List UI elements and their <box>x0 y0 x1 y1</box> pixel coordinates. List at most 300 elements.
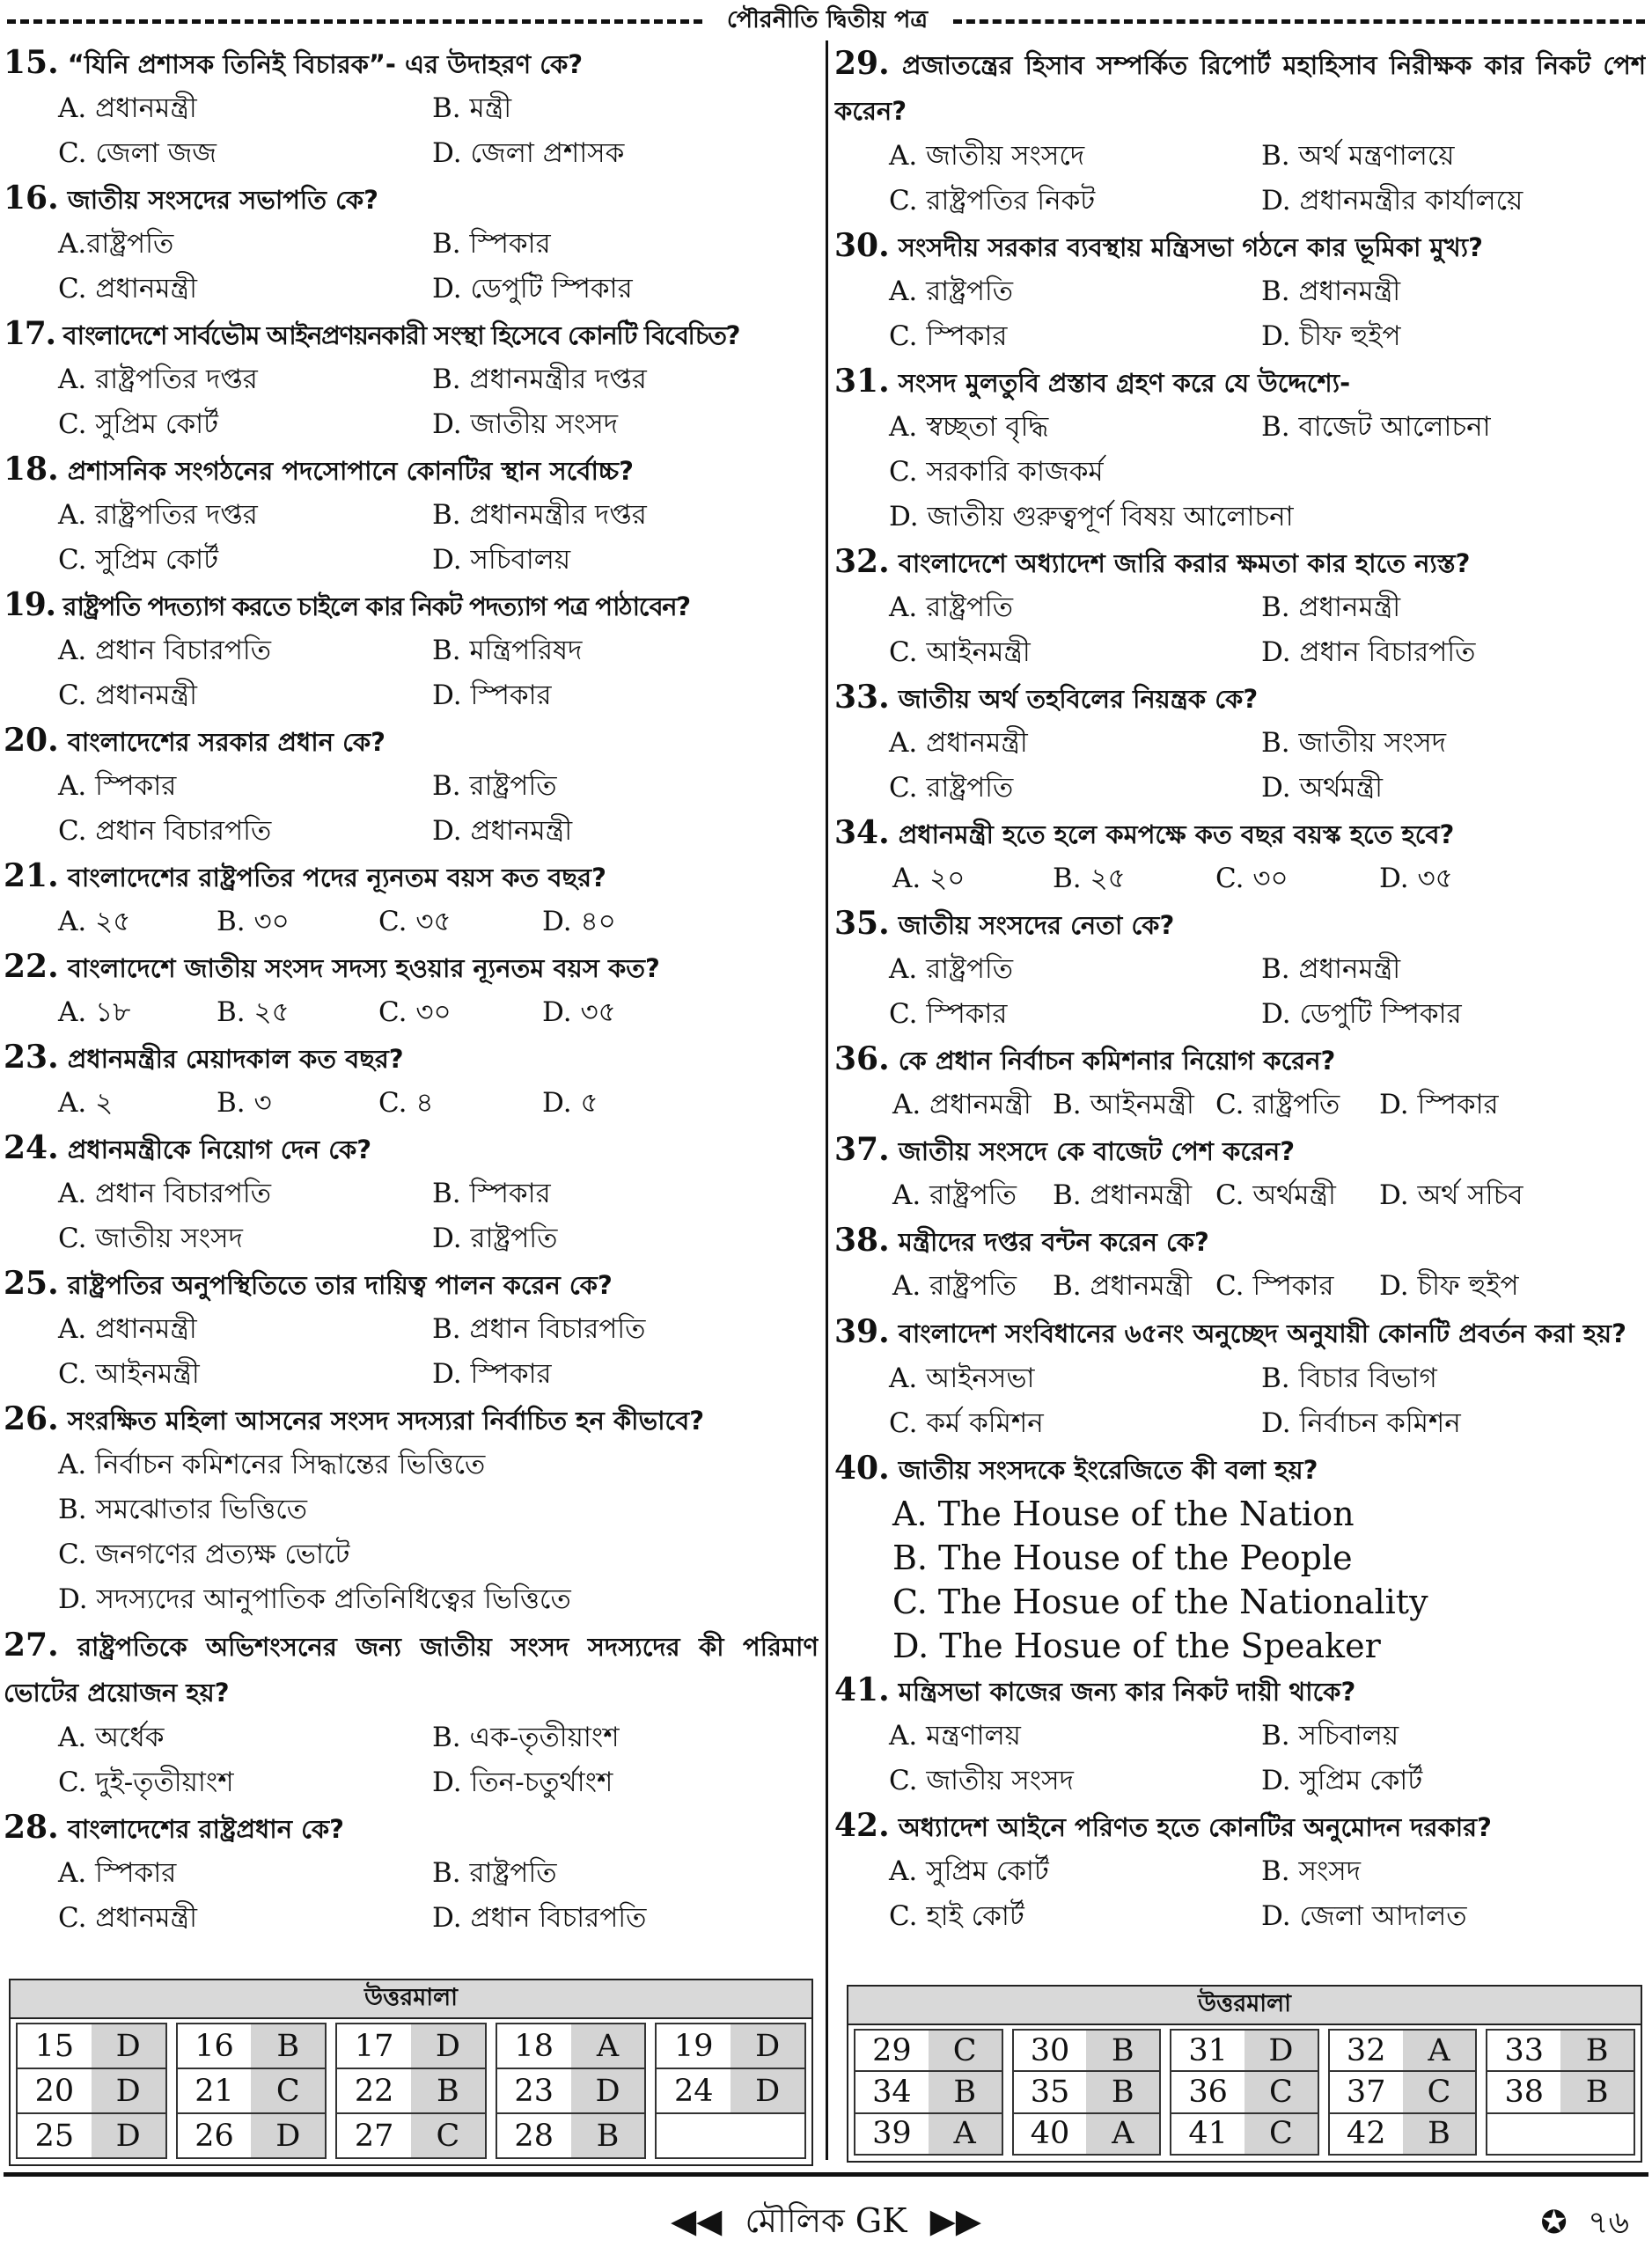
answer-key-title: উত্তরমালা <box>848 1987 1641 2025</box>
answer-option: C <box>929 2031 1002 2070</box>
answer-option: C <box>1245 2072 1318 2112</box>
answer-option: B <box>1560 2031 1634 2070</box>
option-b: B. প্রধানমন্ত্রী <box>1261 591 1401 623</box>
question-text: সংসদীয় সরকার ব্যবস্থায় মন্ত্রিসভা গঠনে কার ভূমিকা মুখ্য? <box>898 232 1483 262</box>
question-text-line <box>834 359 1646 405</box>
answer-option: D <box>411 2024 485 2068</box>
option-d: D. সচিবালয় <box>432 544 571 576</box>
star-icon: ✪ <box>1540 2205 1568 2241</box>
answer-cell <box>1012 2112 1162 2156</box>
question-number: 41. <box>834 1671 890 1708</box>
option-a: A. জাতীয় সংসদে <box>889 140 1085 172</box>
answer-question-number: 23 <box>497 2069 571 2112</box>
option-d: D. ৩৫ <box>542 996 616 1028</box>
options-list <box>4 1172 819 1261</box>
answer-question-number: 39 <box>855 2114 929 2154</box>
answer-question-number: 26 <box>178 2114 252 2157</box>
question-text: অধ্যাদেশ আইনে পরিণত হতে কোনটির অনুমোদন দরকার? <box>898 1812 1492 1842</box>
answer-question-number: 36 <box>1171 2072 1245 2112</box>
answer-question-number: 42 <box>1330 2114 1403 2154</box>
option-d: D. স্পিকার <box>432 679 552 711</box>
question-number: 19. <box>4 586 55 623</box>
question-item <box>4 944 819 1035</box>
answer-key-left <box>9 1979 813 2166</box>
answer-key-grid <box>16 2024 806 2159</box>
question-number: 15. <box>4 44 59 81</box>
answer-question-number: 34 <box>855 2072 929 2112</box>
page-number-block <box>1541 2199 1629 2251</box>
answer-option: C <box>1403 2072 1476 2112</box>
answer-option: A <box>571 2024 645 2068</box>
question-text-line <box>834 1037 1646 1083</box>
options-list <box>4 1715 819 1805</box>
option-a: A. রাষ্ট্রপতি <box>892 1270 1017 1302</box>
options-list <box>4 1307 819 1397</box>
question-text: জাতীয় সংসদকে ইংরেজিতে কী বলা হয়? <box>898 1455 1318 1485</box>
options-list <box>834 856 1646 901</box>
answer-key-right <box>847 1985 1642 2163</box>
question-text: সংসদ মুলতুবি প্রস্তাব গ্রহণ করে যে উদ্দেশ্যে- <box>898 368 1351 398</box>
option-d: D. প্রধান বিচারপতি <box>1261 636 1476 668</box>
option-b: B. প্রধান বিচারপতি <box>432 1313 646 1345</box>
header-title: পৌরনীতি দ্বিতীয় পত্র <box>726 6 929 33</box>
question-item <box>834 40 1646 224</box>
option-d: D. অর্থমন্ত্রী <box>1261 772 1383 804</box>
answer-question-number: 29 <box>855 2031 929 2070</box>
option-b: B. প্রধানমন্ত্রীর দপ্তর <box>432 499 647 531</box>
answer-cell <box>1170 2029 1319 2072</box>
option-c: C. রাষ্ট্রপতি <box>1215 1089 1340 1120</box>
option-b: B. প্রধানমন্ত্রী <box>1261 953 1401 985</box>
option-d: D. ৪০ <box>542 906 616 937</box>
question-text: সংরক্ষিত মহিলা আসনের সংসদ সদস্যরা নির্বাচিত হন কীভাবে? <box>67 1406 705 1436</box>
left-question-column <box>4 40 819 1941</box>
question-number: 26. <box>4 1400 59 1437</box>
question-text: জাতীয় সংসদের সভাপতি কে? <box>67 185 378 215</box>
option-b: B. মন্ত্রী <box>432 92 512 124</box>
answer-question-number: 41 <box>1171 2114 1245 2154</box>
options-list <box>834 585 1646 675</box>
answer-cell <box>1170 2112 1319 2156</box>
question-number: 39. <box>834 1313 890 1350</box>
option-b: B. মন্ত্রিপরিষদ <box>432 635 583 666</box>
question-text-line <box>4 1397 819 1443</box>
question-text: প্রধানমন্ত্রীর মেয়াদকাল কত বছর? <box>67 1044 404 1074</box>
question-item <box>834 1218 1646 1309</box>
options-list <box>834 721 1646 811</box>
answer-option: C <box>411 2114 485 2157</box>
question-text-line <box>4 854 819 900</box>
options-list <box>4 628 819 718</box>
question-number: 28. <box>4 1809 59 1846</box>
option-b: B. এক-তৃতীয়াংশ <box>432 1722 620 1753</box>
answer-cell <box>1486 2070 1635 2113</box>
option-b: B. সমঝোতার ভিত্তিতে <box>58 1494 307 1525</box>
option-a: A. রাষ্ট্রপতি <box>892 1179 1017 1211</box>
option-a: A.রাষ্ট্রপতি <box>58 228 174 260</box>
question-text: প্রধানমন্ত্রীকে নিয়োগ দেন কে? <box>67 1135 372 1164</box>
answer-option: B <box>1086 2072 1159 2112</box>
answer-option: C <box>251 2069 325 2112</box>
question-text-line <box>4 447 819 493</box>
option-b: B. প্রধানমন্ত্রীর দপ্তর <box>432 364 647 395</box>
options-list <box>834 1849 1646 1939</box>
option-d: D. চীফ হুইপ <box>1261 320 1401 352</box>
options-list <box>834 134 1646 224</box>
question-text-line <box>834 1128 1646 1173</box>
question-item <box>4 854 819 944</box>
answer-option: D <box>571 2069 645 2112</box>
answer-question-number: 21 <box>178 2069 252 2112</box>
question-number: 30. <box>834 227 890 264</box>
question-item <box>834 1128 1646 1218</box>
question-item <box>834 540 1646 675</box>
option-b: B. প্রধানমন্ত্রী <box>1053 1179 1193 1211</box>
option-a: A. ১৮ <box>58 996 131 1028</box>
option-a: A. মন্ত্রণালয় <box>889 1720 1021 1752</box>
option-a: A. আইনসভা <box>889 1363 1035 1394</box>
question-number: 20. <box>4 722 59 759</box>
question-text-line <box>834 224 1646 269</box>
option-c: C. জনগণের প্রত্যক্ষ ভোটে <box>58 1539 350 1570</box>
question-item <box>4 1126 819 1261</box>
question-item <box>834 359 1646 540</box>
question-number: 42. <box>834 1807 890 1844</box>
answer-cell <box>176 2023 327 2069</box>
option-a: A. ২৫ <box>58 906 131 937</box>
option-d: D. চীফ হুইপ <box>1379 1270 1519 1302</box>
answer-question-number: 32 <box>1330 2031 1403 2070</box>
option-b: B. বাজেট আলোচনা <box>1261 411 1491 443</box>
option-c: C. জাতীয় সংসদ <box>889 1765 1074 1796</box>
option-c: C. স্পিকার <box>889 998 1008 1030</box>
option-a: A. প্রধানমন্ত্রী <box>58 1313 197 1345</box>
answer-option: B <box>1403 2114 1476 2154</box>
option-c: C. হাই কোর্ট <box>889 1900 1024 1932</box>
answer-question-number: 22 <box>337 2069 411 2112</box>
answer-option: D <box>731 2024 804 2068</box>
question-text: বাংলাদেশে সার্বভৌম আইনপ্রণয়নকারী সংস্থা হিসেবে কোনটি বিবেচিত? <box>62 320 740 350</box>
option-c: C. প্রধানমন্ত্রী <box>58 273 197 305</box>
question-text-line <box>834 40 1646 134</box>
answer-cell <box>854 2070 1003 2113</box>
question-text-line <box>4 944 819 990</box>
answer-option: D <box>731 2069 804 2112</box>
answer-cell <box>655 2023 806 2069</box>
option-a: A. স্পিকার <box>58 1857 177 1889</box>
question-number: 36. <box>834 1040 890 1077</box>
question-number: 18. <box>4 451 59 488</box>
question-text-line <box>834 540 1646 585</box>
question-number: 27. <box>4 1627 59 1664</box>
question-text-line <box>834 1218 1646 1264</box>
option-b: B. সচিবালয় <box>1261 1720 1399 1752</box>
option-d: D. জেলা আদালত <box>1261 1900 1467 1932</box>
option-d: D. প্রধানমন্ত্রী <box>432 815 573 847</box>
question-text: প্রশাসনিক সংগঠনের পদসোপানে কোনটির স্থান সর্বোচ্চ? <box>67 456 634 486</box>
answer-question-number: 18 <box>497 2024 571 2068</box>
option-b: B. রাষ্ট্রপতি <box>432 1857 557 1889</box>
question-number: 17. <box>4 315 55 352</box>
answer-option: A <box>1403 2031 1476 2070</box>
answer-cell <box>655 2068 806 2114</box>
option-a: A. রাষ্ট্রপতির দপ্তর <box>58 499 258 531</box>
option-d: D. সুপ্রিম কোর্ট <box>1261 1765 1423 1796</box>
option-a: A. ২ <box>58 1087 114 1119</box>
question-item <box>4 1397 819 1622</box>
options-list <box>4 1443 819 1622</box>
option-c: C. আইনমন্ত্রী <box>58 1358 200 1390</box>
option-b: B. রাষ্ট্রপতি <box>432 770 557 802</box>
question-text-line <box>4 1622 819 1715</box>
question-number: 16. <box>4 180 59 217</box>
answer-key-title: উত্তরমালা <box>11 1980 811 2019</box>
option-c: C. সুপ্রিম কোর্ট <box>58 544 219 576</box>
answer-question-number: 19 <box>657 2024 731 2068</box>
option-d: D. জাতীয় সংসদ <box>432 408 619 440</box>
answer-cell <box>335 2068 487 2114</box>
question-text-line <box>4 40 819 86</box>
question-text: প্রধানমন্ত্রী হতে হলে কমপক্ষে কত বছর বয়স্ক হতে হবে? <box>898 819 1455 849</box>
answer-question-number: 27 <box>337 2114 411 2157</box>
question-item <box>4 1622 819 1805</box>
answer-question-number: 37 <box>1330 2072 1403 2112</box>
question-text: জাতীয় সংসদে কে বাজেট পেশ করেন? <box>898 1136 1296 1166</box>
option-d: D. তিন-চতুর্থাংশ <box>432 1767 613 1798</box>
option-c: C. ৪ <box>378 1087 434 1119</box>
options-list <box>834 1356 1646 1446</box>
option-c: C. ৩০ <box>1215 863 1289 894</box>
question-text: “যিনি প্রশাসক তিনিই বিচারক”- এর উদাহরণ কে? <box>67 49 584 79</box>
option-a: A. রাষ্ট্রপতির দপ্তর <box>58 364 258 395</box>
footer-title-block <box>0 2195 1652 2251</box>
answer-question-number: 24 <box>657 2069 731 2112</box>
answer-cell <box>1486 2029 1635 2072</box>
answer-question-number: 16 <box>178 2024 252 2068</box>
question-text: রাষ্ট্রপতির অনুপস্থিতিতে তার দায়িত্ব পালন করেন কে? <box>67 1270 613 1300</box>
answer-cell <box>496 2112 647 2159</box>
option-c: C. প্রধান বিচারপতি <box>58 815 272 847</box>
question-text: বাংলাদেশে জাতীয় সংসদ সদস্য হওয়ার ন্যূনতম বয়স কত? <box>67 953 660 983</box>
question-text: বাংলাদেশে অধ্যাদেশ জারি করার ক্ষমতা কার হাতে ন্যস্ত? <box>898 548 1471 578</box>
right-arrows-icon: ▶▶ <box>929 2201 982 2240</box>
question-text-line <box>834 811 1646 856</box>
options-list <box>834 269 1646 359</box>
question-text: রাষ্ট্রপতিকে অভিশংসনের জন্য জাতীয় সংসদ সদস্যদের কী পরিমাণ ভোটের প্রয়োজন হয়? <box>4 1632 819 1708</box>
answer-cell <box>1012 2070 1162 2113</box>
question-text: বাংলাদেশের রাষ্ট্রপতির পদের ন্যূনতম বয়স কত বছর? <box>67 863 606 892</box>
option-a: A. প্রধানমন্ত্রী <box>58 92 197 124</box>
answer-cell <box>1170 2070 1319 2113</box>
answer-option: B <box>251 2024 325 2068</box>
question-number: 32. <box>834 543 890 580</box>
option-b: B. সংসদ <box>1261 1855 1362 1887</box>
question-text: রাষ্ট্রপতি পদত্যাগ করতে চাইলে কার নিকট পদত্যাগ পত্র পাঠাবেন? <box>62 591 690 621</box>
option-a: A. সুপ্রিম কোর্ট <box>889 1855 1049 1887</box>
option-c: C. প্রধানমন্ত্রী <box>58 1902 197 1934</box>
options-list <box>4 1851 819 1941</box>
answer-option: A <box>1086 2114 1159 2154</box>
option-c: C. ৩০ <box>378 996 452 1028</box>
option-b: B. The House of the People <box>892 1539 1353 1577</box>
option-a: A. রাষ্ট্রপতি <box>889 591 1014 623</box>
question-text-line <box>834 1446 1646 1492</box>
answer-question-number: 31 <box>1171 2031 1245 2070</box>
answer-question-number: 20 <box>18 2069 92 2112</box>
option-c: C. রাষ্ট্রপতি <box>889 772 1014 804</box>
question-number: 35. <box>834 905 890 942</box>
option-d: D. The Hosue of the Speaker <box>892 1627 1381 1665</box>
question-item <box>834 1803 1646 1939</box>
option-c: C. অর্থমন্ত্রী <box>1215 1179 1336 1211</box>
footer-rule <box>4 2172 1648 2177</box>
option-c: C. স্পিকার <box>889 320 1008 352</box>
question-text: বাংলাদেশ সংবিধানের ৬৫নং অনুচ্ছেদ অনুযায়ী কোনটি প্রবর্তন করা হয়? <box>898 1318 1626 1348</box>
option-d: D. জাতীয় গুরুত্বপূর্ণ বিষয় আলোচনা <box>889 501 1294 533</box>
question-number: 23. <box>4 1039 59 1076</box>
question-item <box>834 811 1646 901</box>
question-text: মন্ত্রীদের দপ্তর বন্টন করেন কে? <box>898 1227 1209 1257</box>
option-d: D. স্পিকার <box>432 1358 552 1390</box>
option-c: C. কর্ম কমিশন <box>889 1407 1044 1439</box>
answer-cell <box>16 2112 167 2159</box>
option-d: D. ৩৫ <box>1379 863 1453 894</box>
question-item <box>834 675 1646 811</box>
option-a: A. প্রধান বিচারপতি <box>58 1178 272 1209</box>
question-text-line <box>834 1668 1646 1714</box>
answer-cell <box>176 2112 327 2159</box>
question-number: 25. <box>4 1265 59 1302</box>
answer-option: B <box>929 2072 1002 2112</box>
answer-question-number: 28 <box>497 2114 571 2157</box>
question-item <box>4 1035 819 1126</box>
answer-option: B <box>1560 2072 1634 2112</box>
option-c: C. সুপ্রিম কোর্ট <box>58 408 219 440</box>
option-a: A. প্রধানমন্ত্রী <box>892 1089 1032 1120</box>
answer-cell <box>496 2023 647 2069</box>
option-c: C. সরকারি কাজকর্ম <box>889 456 1104 488</box>
option-a: A. প্রধানমন্ত্রী <box>889 727 1028 759</box>
option-d: D. প্রধান বিচারপতি <box>432 1902 647 1934</box>
answer-cell-empty <box>655 2112 806 2159</box>
question-text-line <box>4 1126 819 1172</box>
option-a: A. ২০ <box>892 863 966 894</box>
question-item <box>4 447 819 583</box>
option-d: D. জেলা প্রশাসক <box>432 137 625 169</box>
option-c: C. প্রধানমন্ত্রী <box>58 679 197 711</box>
question-text: জাতীয় সংসদের নেতা কে? <box>898 910 1175 940</box>
answer-cell <box>1328 2112 1478 2156</box>
question-item <box>834 1309 1646 1446</box>
answer-question-number: 35 <box>1014 2072 1087 2112</box>
header-dashed-rule-right <box>953 19 1645 24</box>
answer-question-number: 40 <box>1014 2114 1087 2154</box>
question-text: বাংলাদেশের রাষ্ট্রপ্রধান কে? <box>67 1814 344 1844</box>
options-list <box>4 493 819 583</box>
option-a: A. The House of the Nation <box>892 1495 1355 1533</box>
option-b: B. ৩ <box>217 1087 272 1119</box>
options-list <box>834 1492 1646 1668</box>
answer-cell <box>176 2068 327 2114</box>
answer-option: A <box>929 2114 1002 2154</box>
options-list <box>4 222 819 312</box>
question-number: 37. <box>834 1131 890 1168</box>
question-item <box>834 1037 1646 1128</box>
answer-question-number: 38 <box>1487 2072 1560 2112</box>
options-list <box>4 990 819 1035</box>
answer-key-grid <box>854 2031 1635 2156</box>
page-number: ৭৬ <box>1588 2205 1629 2241</box>
question-number: 40. <box>834 1450 890 1487</box>
answer-cell <box>16 2068 167 2114</box>
answer-option: B <box>571 2114 645 2157</box>
answer-cell <box>1012 2029 1162 2072</box>
question-text: জাতীয় অর্থ তহবিলের নিয়ন্ত্রক কে? <box>898 684 1259 714</box>
option-b: B. বিচার বিভাগ <box>1261 1363 1437 1394</box>
option-d: D. নির্বাচন কমিশন <box>1261 1407 1461 1439</box>
option-b: B. প্রধানমন্ত্রী <box>1053 1270 1193 1302</box>
page-footer <box>0 2160 1652 2255</box>
right-question-column <box>834 40 1646 1939</box>
option-d: D. অর্থ সচিব <box>1379 1179 1524 1211</box>
option-c: C. ৩৫ <box>378 906 452 937</box>
question-item <box>834 1668 1646 1803</box>
option-b: B. প্রধানমন্ত্রী <box>1261 275 1401 307</box>
option-a: A. স্বচ্ছতা বৃদ্ধি <box>889 411 1049 443</box>
question-item <box>4 312 819 447</box>
answer-option: C <box>1245 2114 1318 2154</box>
option-c: C. দুই-তৃতীয়াংশ <box>58 1767 234 1798</box>
options-list <box>834 1264 1646 1309</box>
question-text-line <box>834 675 1646 721</box>
question-item <box>4 718 819 854</box>
question-item <box>834 901 1646 1037</box>
options-list <box>834 405 1646 540</box>
option-c: C. The Hosue of the Nationality <box>892 1583 1428 1621</box>
option-c: C. জেলা জজ <box>58 137 217 169</box>
answer-question-number: 15 <box>18 2024 92 2068</box>
option-c: C. আইনমন্ত্রী <box>889 636 1031 668</box>
option-d: D. ডেপুটি স্পিকার <box>1261 998 1462 1030</box>
question-text-line <box>834 1803 1646 1849</box>
left-arrows-icon: ◀◀ <box>670 2201 723 2240</box>
question-item <box>4 583 819 718</box>
option-a: A. রাষ্ট্রপতি <box>889 275 1014 307</box>
question-text: কে প্রধান নির্বাচন কমিশনার নিয়োগ করেন? <box>898 1046 1336 1076</box>
answer-cell <box>335 2023 487 2069</box>
question-text-line <box>834 1309 1646 1356</box>
options-list <box>834 1083 1646 1128</box>
option-d: D. স্পিকার <box>1379 1089 1499 1120</box>
answer-cell <box>1328 2070 1478 2113</box>
option-d: D. ডেপুটি স্পিকার <box>432 273 633 305</box>
question-item <box>834 1446 1646 1668</box>
options-list <box>834 947 1646 1037</box>
option-d: D. রাষ্ট্রপতি <box>432 1223 558 1254</box>
answer-cell <box>496 2068 647 2114</box>
option-c: C. জাতীয় সংসদ <box>58 1223 243 1254</box>
answer-option: D <box>92 2024 165 2068</box>
answer-option: D <box>251 2114 325 2157</box>
answer-option: B <box>1086 2031 1159 2070</box>
question-number: 29. <box>834 45 890 82</box>
option-d: D. প্রধানমন্ত্রীর কার্যালয়ে <box>1261 185 1524 217</box>
answer-question-number: 30 <box>1014 2031 1087 2070</box>
option-b: B. ৩০ <box>217 906 290 937</box>
question-text: প্রজাতন্ত্রের হিসাব সম্পর্কিত রিপোর্ট মহাহিসাব নিরীক্ষক কার নিকট পেশ করেন? <box>834 50 1646 126</box>
question-text: মন্ত্রিসভা কাজের জন্য কার নিকট দায়ী থাকে? <box>898 1677 1356 1707</box>
question-item <box>834 224 1646 359</box>
